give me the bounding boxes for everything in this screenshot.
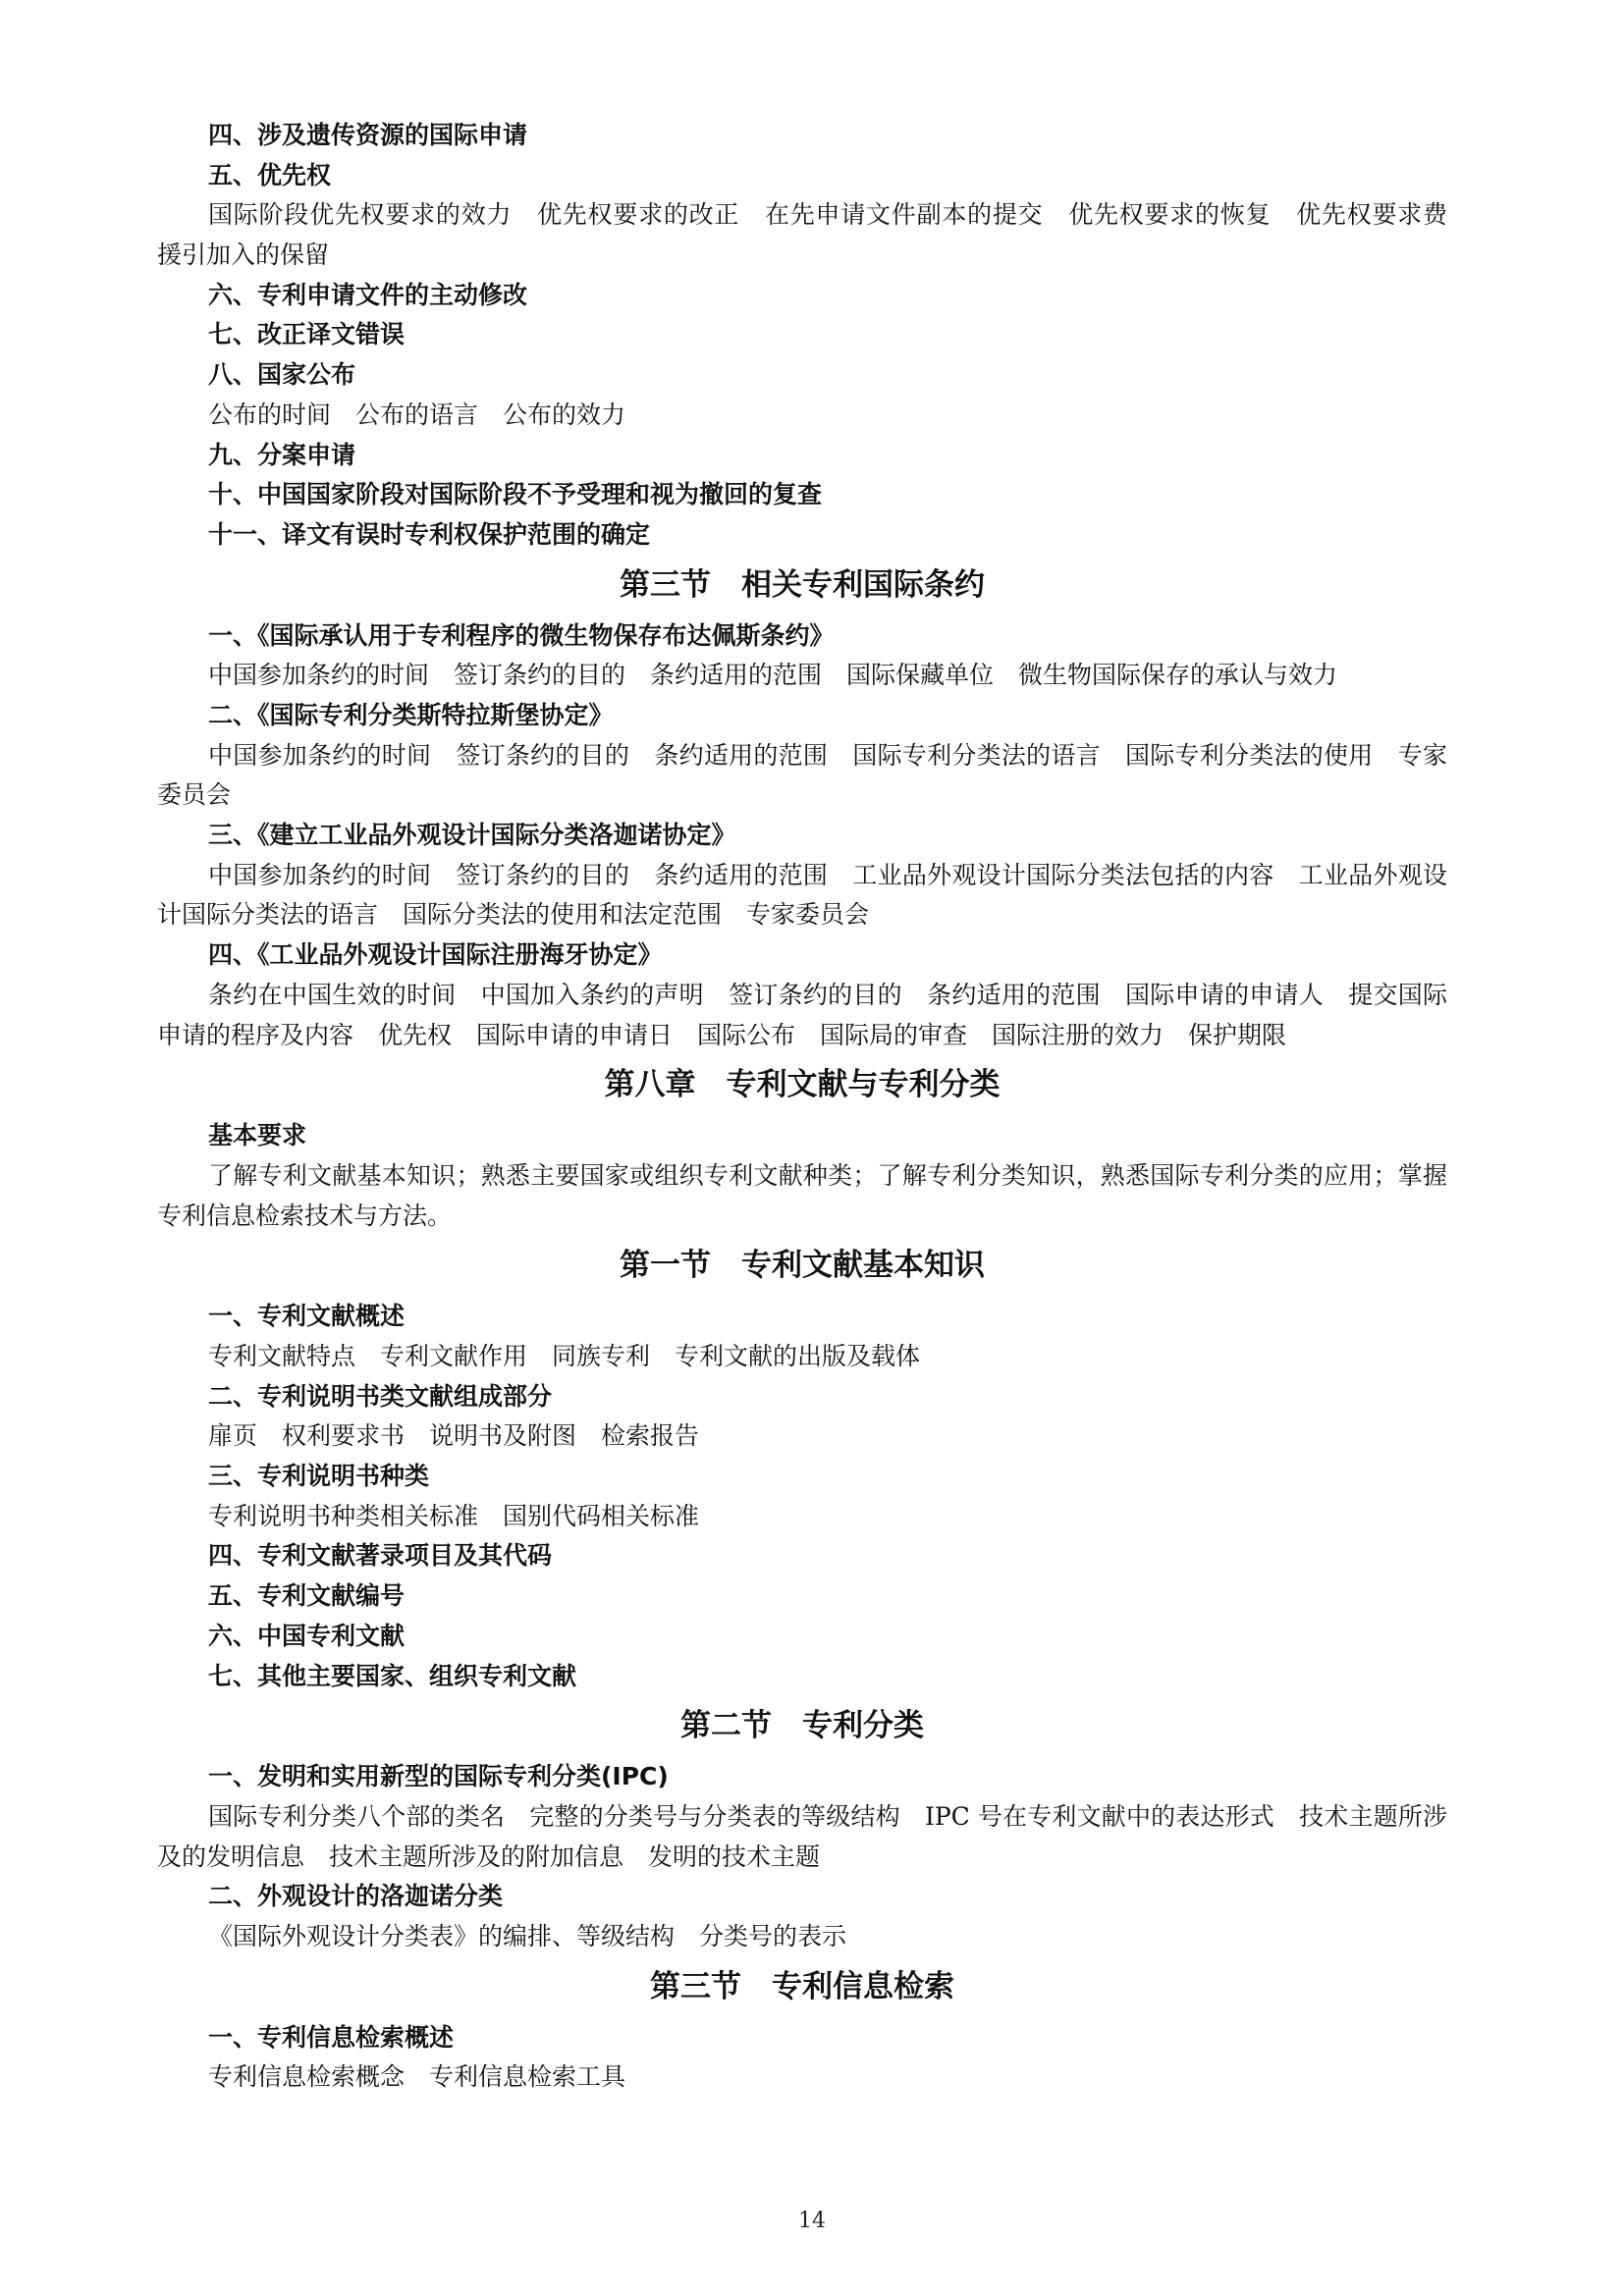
heading-document-overview: 一、专利文献概述 <box>208 1302 406 1331</box>
paragraph-priority-items: 国际阶段优先权要求的效力 优先权要求的改正 在先申请文件副本的提交 优先权要求的恢复 优先权要求费 援引加入的保留 <box>157 200 1473 270</box>
heading-budapest-treaty: 一、《国际承认用于专利程序的微生物保存布达佩斯条约》 <box>208 620 835 650</box>
heading-translation-correction: 七、改正译文错误 <box>208 320 406 349</box>
heading-bibliographic-codes: 四、专利文献著录项目及其代码 <box>208 1541 553 1571</box>
paragraph-hague-items: 条约在中国生效的时间 中国加入条约的声明 签订条约的目的 条约适用的范围 国际申请的申请人 提交国际申请的程序及内容 优先权 国际申请的申请日 国际公布 国际局的审查 国际注册的效力 保护期限 <box>157 980 1447 1049</box>
heading-review: 十、中国国家阶段对国际阶段不予受理和视为撤回的复查 <box>208 480 823 509</box>
section-title-patent-classification: 第二节 专利分类 <box>680 1708 924 1744</box>
paragraph-search-overview-items: 专利信息检索概念 专利信息检索工具 <box>208 2062 626 2092</box>
paragraph-specification-types-items: 专利说明书种类相关标准 国别代码相关标准 <box>208 1501 700 1530</box>
paragraph-publication-items: 公布的时间 公布的语言 公布的效力 <box>208 400 626 429</box>
section-title-international-treaties: 第三节 相关专利国际条约 <box>620 566 985 603</box>
paragraph-document-overview-items: 专利文献特点 专利文献作用 同族专利 专利文献的出版及载体 <box>208 1342 921 1371</box>
heading-national-publication: 八、国家公布 <box>208 360 356 390</box>
paragraph-locarno-items: 中国参加条约的时间 签订条约的目的 条约适用的范围 工业品外观设计国际分类法包括的内容 工业品外观设计国际分类法的语言 国际分类法的使用和法定范围 专家委员会 <box>157 860 1447 930</box>
page-content <box>157 116 1473 2098</box>
page-number: 14 <box>798 2209 826 2233</box>
heading-specification-types: 三、专利说明书种类 <box>208 1462 430 1491</box>
heading-locarno-agreement: 三、《建立工业品外观设计国际分类洛迦诺协定》 <box>208 821 736 850</box>
chapter-title-patent-documents: 第八章 专利文献与专利分类 <box>604 1067 1001 1103</box>
heading-priority: 五、优先权 <box>208 160 332 189</box>
paragraph-budapest-items: 中国参加条约的时间 签订条约的目的 条约适用的范围 国际保藏单位 微生物国际保存的承认与效力 <box>208 661 1338 690</box>
heading-specification-parts: 二、专利说明书类文献组成部分 <box>208 1381 553 1411</box>
heading-basic-requirements: 基本要求 <box>208 1121 307 1150</box>
heading-genetic-resources: 四、涉及遗传资源的国际申请 <box>208 121 528 149</box>
heading-other-documents: 七、其他主要国家、组织专利文献 <box>208 1661 577 1690</box>
heading-search-overview: 一、专利信息检索概述 <box>208 2022 455 2052</box>
heading-ipc: 一、发明和实用新型的国际专利分类(IPC) <box>208 1762 669 1791</box>
paragraph-ipc-items: 国际专利分类八个部的类名 完整的分类号与分类表的等级结构 IPC 号在专利文献中的表达形式 技术主题所涉及的发明信息 技术主题所涉及的附加信息 发明的技术主题 <box>157 1801 1447 1871</box>
paragraph-specification-parts-items: 扉页 权利要求书 说明书及附图 检索报告 <box>208 1421 700 1451</box>
heading-strasbourg-agreement: 二、《国际专利分类斯特拉斯堡协定》 <box>208 700 614 729</box>
heading-hague-agreement: 四、《工业品外观设计国际注册海牙协定》 <box>208 940 663 970</box>
heading-document-numbering: 五、专利文献编号 <box>208 1581 406 1611</box>
section-title-patent-document-basics: 第一节 专利文献基本知识 <box>620 1248 985 1284</box>
heading-chinese-documents: 六、中国专利文献 <box>208 1621 406 1650</box>
heading-locarno-classification: 二、外观设计的洛迦诺分类 <box>208 1882 504 1911</box>
section-title-patent-search: 第三节 专利信息检索 <box>650 1968 954 2004</box>
paragraph-locarno-classification-items: 《国际外观设计分类表》的编排、等级结构 分类号的表示 <box>208 1922 847 1950</box>
heading-voluntary-amendment: 六、专利申请文件的主动修改 <box>208 280 528 309</box>
heading-protection-scope: 十一、译文有误时专利权保护范围的确定 <box>208 519 651 549</box>
heading-divisional-application: 九、分案申请 <box>208 440 356 469</box>
paragraph-strasbourg-items: 中国参加条约的时间 签订条约的目的 条约适用的范围 国际专利分类法的语言 国际专利分类法的使用 专家委员会 <box>157 740 1447 810</box>
paragraph-basic-requirements: 了解专利文献基本知识；熟悉主要国家或组织专利文献种类；了解专利分类知识，熟悉国际专利分类的应用；掌握专利信息检索技术与方法。 <box>157 1160 1447 1230</box>
